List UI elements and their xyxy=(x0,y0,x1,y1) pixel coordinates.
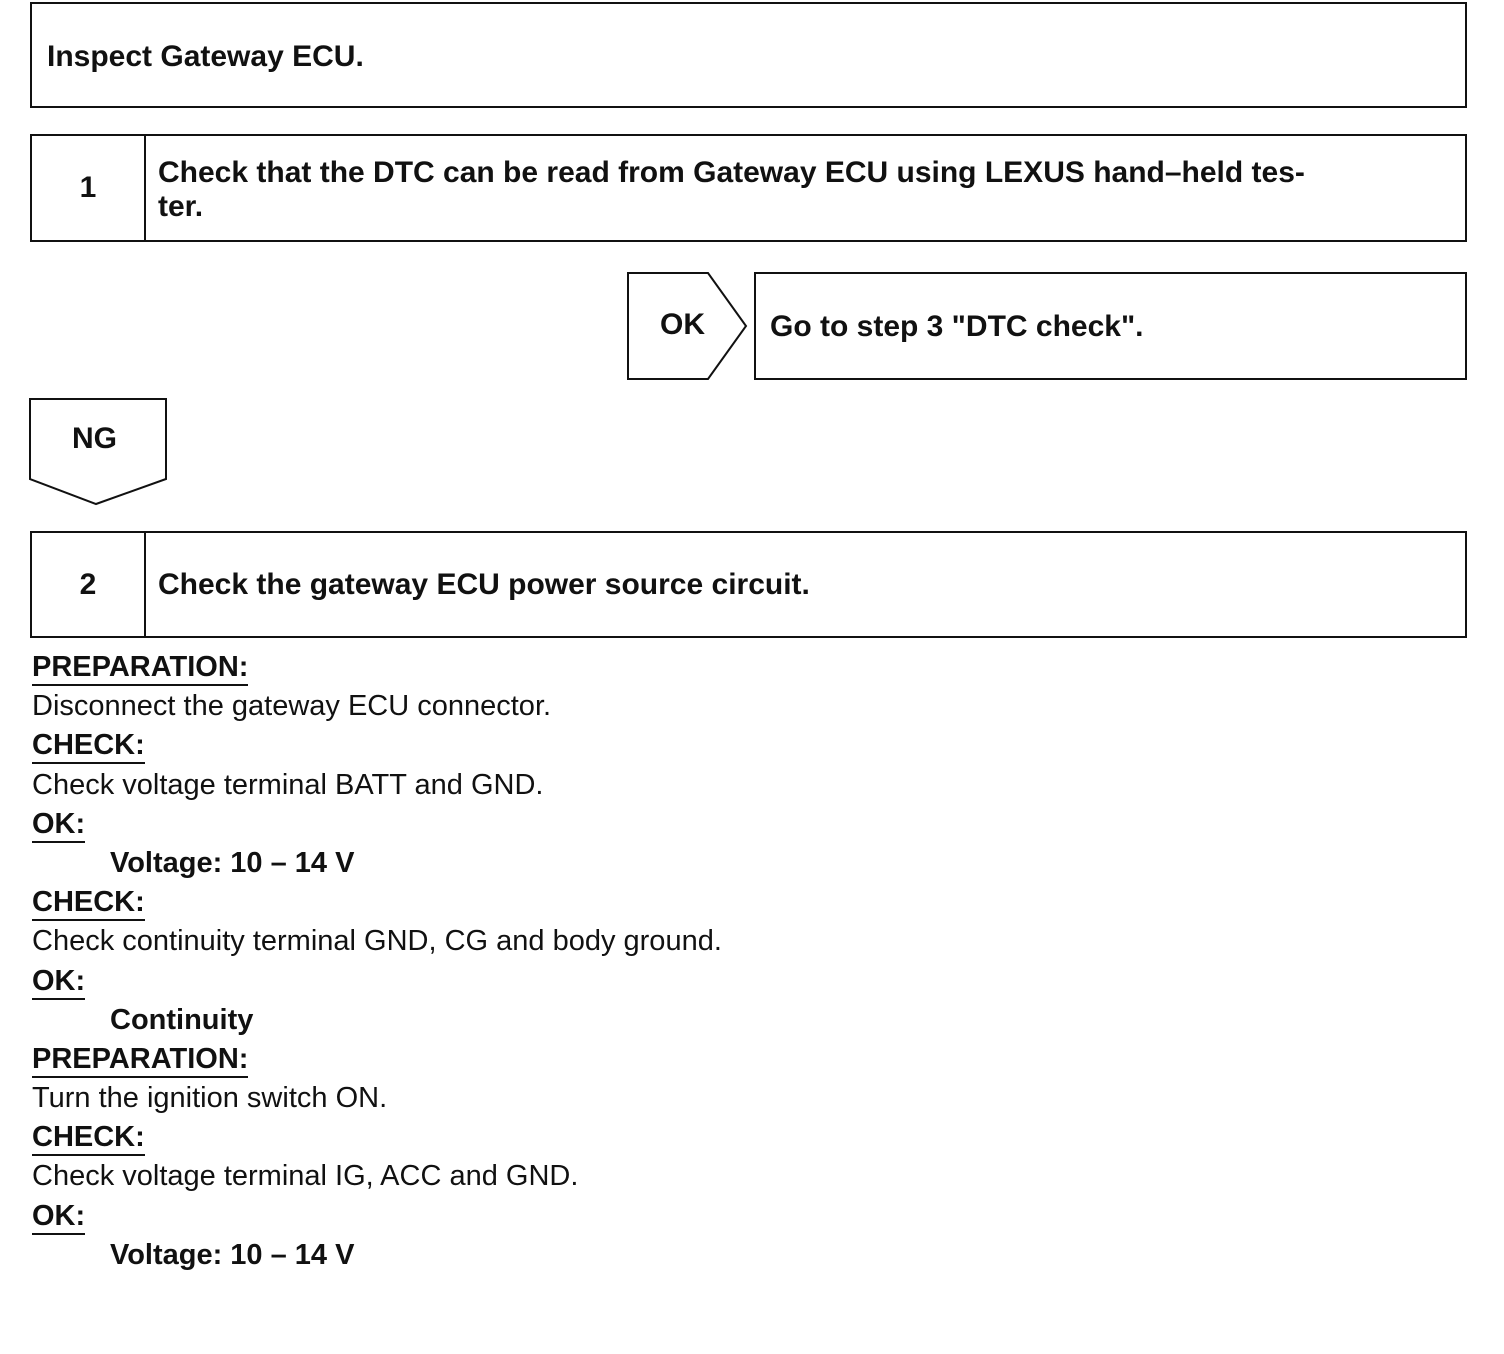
ok-heading: OK: xyxy=(32,962,1452,1001)
ok-branch-label: OK xyxy=(660,308,705,341)
preparation-heading: PREPARATION: xyxy=(32,1040,1452,1079)
step-2-box xyxy=(30,531,1467,638)
check-heading: CHECK: xyxy=(32,1118,1452,1157)
spec-value: Voltage: 10 – 14 V xyxy=(110,1238,355,1271)
ok-heading: OK: xyxy=(32,1197,1452,1236)
check-heading: CHECK: xyxy=(32,883,1452,922)
procedure-section xyxy=(32,648,1452,1275)
ng-branch-label: NG xyxy=(72,422,117,455)
page-title: Inspect Gateway ECU. xyxy=(47,40,364,73)
step-2-number: 2 xyxy=(32,533,146,636)
procedure-text: Check continuity terminal GND, CG and body ground. xyxy=(32,925,722,958)
procedure-text: Check voltage terminal IG, ACC and GND. xyxy=(32,1160,579,1193)
spec-value: Continuity xyxy=(110,1003,254,1036)
step-2-text: Check the gateway ECU power source circuit. xyxy=(158,568,810,601)
procedure-text: Disconnect the gateway ECU connector. xyxy=(32,690,552,723)
ok-result-text: Go to step 3 "DTC check". xyxy=(770,310,1144,343)
step-1-text xyxy=(158,156,1445,224)
spec-value: Voltage: 10 – 14 V xyxy=(110,846,355,879)
step-1-text-line-2: ter. xyxy=(158,190,204,223)
step-1-box xyxy=(30,134,1467,242)
procedure-text: Turn the ignition switch ON. xyxy=(32,1082,388,1115)
check-heading: CHECK: xyxy=(32,726,1452,765)
ok-heading: OK: xyxy=(32,805,1452,844)
title-box xyxy=(30,2,1467,108)
preparation-heading: PREPARATION: xyxy=(32,648,1452,687)
step-1-number: 1 xyxy=(32,136,146,240)
procedure-text: Check voltage terminal BATT and GND. xyxy=(32,768,544,801)
ok-result-box xyxy=(754,272,1467,380)
step-1-text-line-1: Check that the DTC can be read from Gateway ECU using LEXUS hand–held tes- xyxy=(158,156,1305,189)
